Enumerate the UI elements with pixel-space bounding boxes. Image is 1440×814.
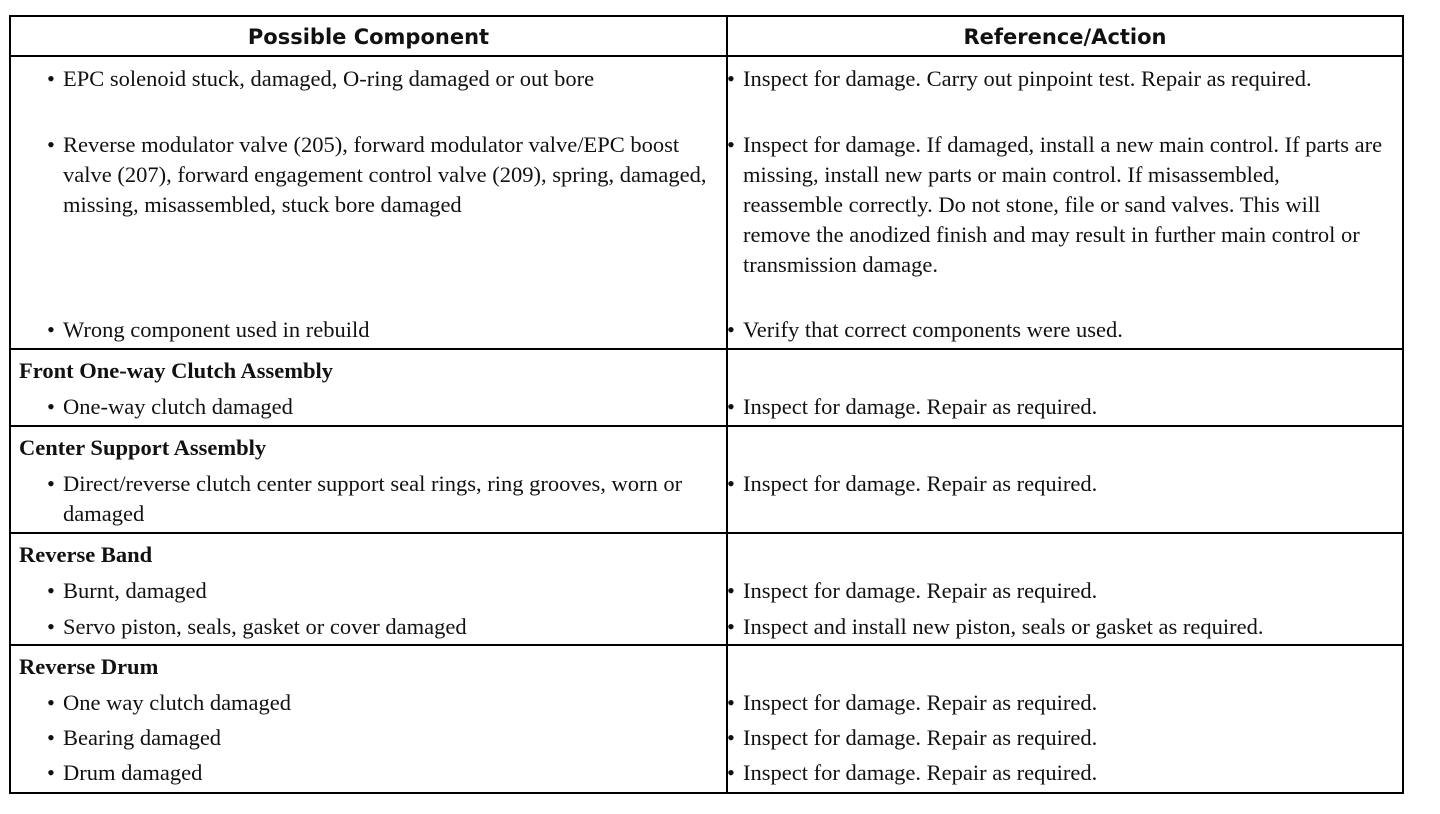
component-item: • Bearing damaged [47,725,222,750]
column-header-component: Possible Component [247,25,490,49]
action-item: • Inspect for damage. Repair as required. [727,394,1098,419]
section-title: Reverse Band [19,542,153,567]
action-item: • Inspect for damage. Repair as required. [727,471,1098,496]
action-item: • Inspect for damage. Repair as required. [727,725,1098,750]
component-item: • Reverse modulator valve (205), forward modulator valve/EPC boost valve (207), forward engagement control valve (209), spring, damaged, missing, misassembled, stuck bore damaged [47,132,707,217]
action-item: • Inspect for damage. Repair as required. [727,760,1098,785]
action-item: • Inspect for damage. Carry out pinpoint test. Repair as required. [727,66,1312,91]
component-item: • Wrong component used in rebuild [47,317,370,342]
action-item: • Verify that correct components were used. [727,317,1123,342]
row-divider [11,425,1402,427]
action-item: • Inspect for damage. If damaged, install a new main control. If parts are missing, install new parts or main control. If misassembled, reassemble correctly. Do not stone, file or sand valves. This will remove the anodized finish and may result in further main control or transmission damage. [727,132,1383,277]
component-item: • Drum damaged [47,760,203,785]
action-item: • Inspect and install new piston, seals or gasket as required. [727,614,1264,639]
row-divider [11,348,1402,350]
component-item: • EPC solenoid stuck, damaged, O-ring damaged or out bore [47,66,595,91]
component-item: • Burnt, damaged [47,578,207,603]
column-header-action: Reference/Action [963,25,1167,49]
component-item: • One way clutch damaged [47,690,292,715]
row-divider [11,644,1402,646]
section-title: Reverse Drum [19,654,159,679]
section-title: Front One-way Clutch Assembly [19,358,333,383]
component-item: • Direct/reverse clutch center support seal rings, ring grooves, worn or damaged [47,471,683,526]
action-item: • Inspect for damage. Repair as required. [727,578,1098,603]
component-item: • Servo piston, seals, gasket or cover damaged [47,614,467,639]
component-item: • One-way clutch damaged [47,394,293,419]
section-title: Center Support Assembly [19,435,267,460]
action-item: • Inspect for damage. Repair as required. [727,690,1098,715]
row-divider [11,532,1402,534]
